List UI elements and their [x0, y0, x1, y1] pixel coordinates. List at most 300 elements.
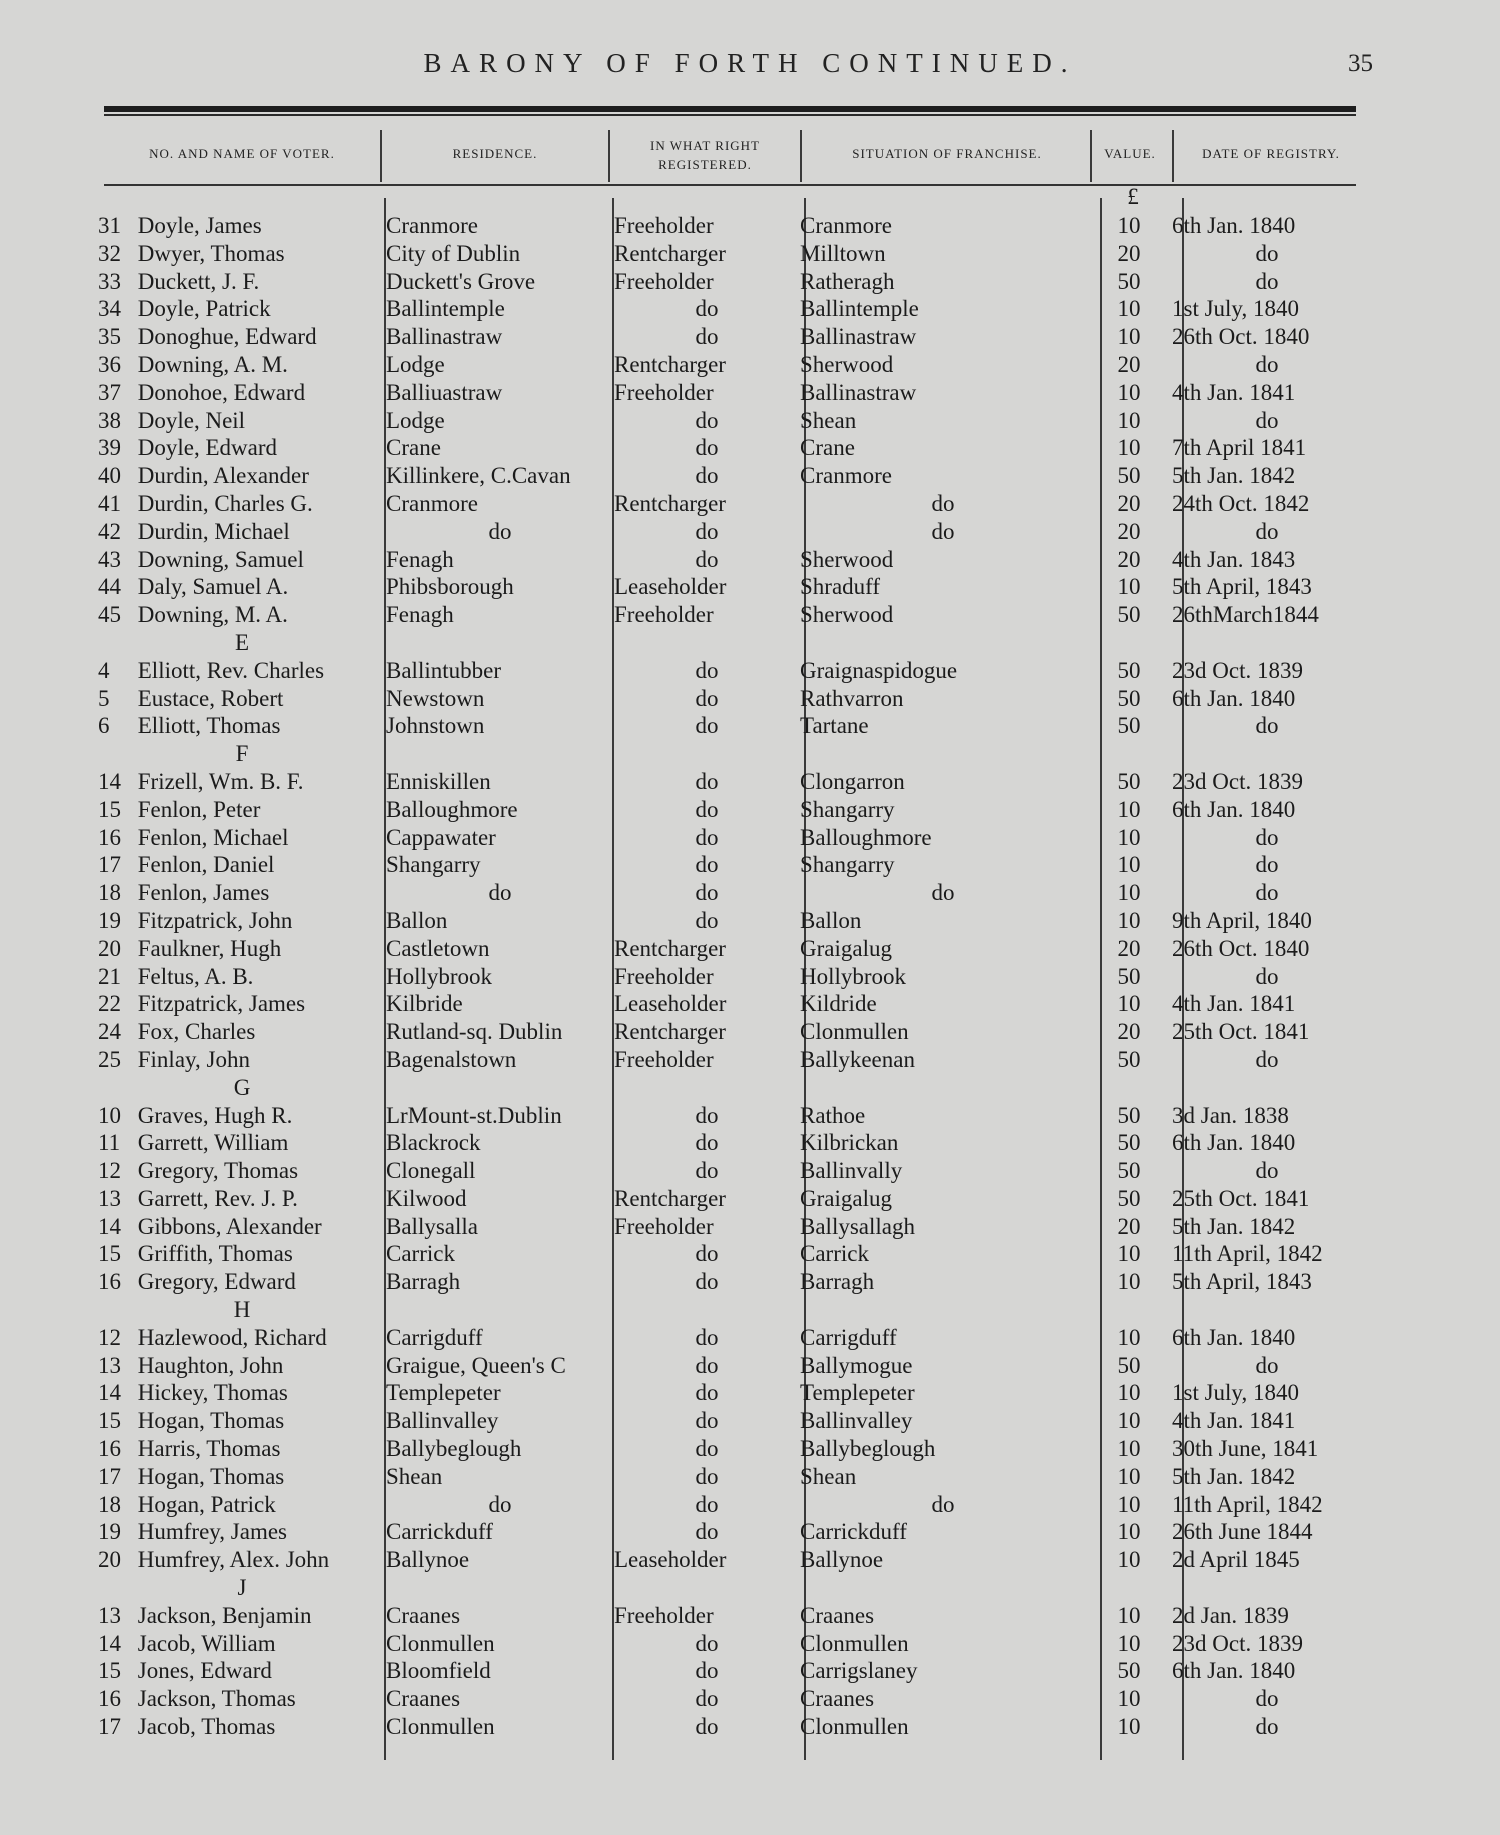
date-cell: 4th Jan. 1841 — [1172, 991, 1296, 1017]
right-cell: do — [695, 1269, 719, 1295]
empty-cell — [800, 1574, 1086, 1602]
table-row — [98, 462, 1362, 490]
voter-number: 15 — [98, 1408, 121, 1434]
right-cell: do — [695, 435, 719, 461]
voter-name: Jacob, William — [137, 1630, 276, 1656]
table-row — [98, 212, 1362, 240]
value-cell: 50 — [1117, 1658, 1141, 1684]
voter-number: 22 — [98, 991, 121, 1017]
date-cell: do — [1255, 240, 1279, 266]
voter-number: 35 — [98, 324, 121, 350]
date-cell: 1st July, 1840 — [1172, 296, 1299, 322]
voter-cell — [98, 323, 386, 351]
voter-cell — [98, 295, 386, 323]
column-header-right-line1: IN WHAT RIGHT — [649, 138, 760, 153]
residence-cell: Duckett's Grove — [386, 268, 536, 294]
voter-name: Dwyer, Thomas — [137, 240, 285, 266]
table-row — [98, 1602, 1362, 1630]
right-cell: do — [695, 324, 719, 350]
voter-cell — [98, 1491, 386, 1519]
voter-cell — [98, 1657, 386, 1685]
voter-number: 18 — [98, 1491, 121, 1517]
residence-cell: Graigue, Queen's C — [386, 1352, 566, 1378]
right-cell: do — [695, 1714, 719, 1740]
right-cell: Freeholder — [614, 1213, 714, 1239]
voter-number: 13 — [98, 1352, 121, 1378]
section-letter-row — [98, 1074, 1362, 1102]
header-rule-bottom — [104, 184, 1356, 186]
value-cell: 10 — [1117, 1380, 1141, 1406]
voter-number: 41 — [98, 490, 121, 516]
table-row — [98, 1102, 1362, 1130]
right-cell: do — [695, 1630, 719, 1656]
table-row — [98, 1213, 1362, 1241]
situation-cell: Carrigduff — [800, 1324, 897, 1350]
column-header-situation: SITUATION OF FRANCHISE. — [852, 146, 1042, 161]
voter-cell — [98, 1630, 386, 1658]
voter-cell — [98, 546, 386, 574]
voter-number: 5 — [98, 685, 110, 711]
residence-cell: Fenagh — [386, 602, 454, 628]
voter-cell — [98, 573, 386, 601]
voter-number: 16 — [98, 1269, 121, 1295]
situation-cell: Crane — [800, 435, 855, 461]
situation-cell: Rathvarron — [800, 685, 904, 711]
right-cell: Leaseholder — [614, 1547, 727, 1573]
right-cell: Rentcharger — [614, 351, 726, 377]
date-cell: do — [1255, 852, 1279, 878]
voter-name: Hogan, Thomas — [137, 1408, 285, 1434]
voter-name: Fitzpatrick, John — [137, 907, 293, 933]
right-cell: do — [695, 1380, 719, 1406]
residence-cell: Craanes — [386, 1602, 461, 1628]
column-divider — [1090, 130, 1092, 182]
date-cell: 7th April 1841 — [1172, 435, 1307, 461]
date-cell: 5th Jan. 1842 — [1172, 1463, 1296, 1489]
value-cell: 10 — [1117, 1436, 1141, 1462]
value-cell: 10 — [1117, 1269, 1141, 1295]
value-cell: 20 — [1117, 490, 1141, 516]
right-cell: do — [695, 1463, 719, 1489]
value-cell: 10 — [1117, 213, 1141, 238]
voter-name: Duckett, J. F. — [137, 268, 260, 294]
header-rule-thin — [104, 114, 1356, 116]
voter-number: 31 — [98, 213, 121, 238]
voter-cell — [98, 935, 386, 963]
voter-number: 15 — [98, 796, 121, 822]
table-row — [98, 1491, 1362, 1519]
residence-cell: do — [488, 518, 512, 544]
situation-cell: Cranmore — [800, 463, 892, 489]
value-cell: 10 — [1117, 1324, 1141, 1350]
situation-cell: Clonmullen — [800, 1630, 909, 1656]
voter-cell — [98, 657, 386, 685]
right-cell: Freeholder — [614, 1602, 714, 1628]
column-divider — [1172, 130, 1174, 182]
date-cell: 6th Jan. 1840 — [1172, 213, 1296, 238]
table-row — [98, 1379, 1362, 1407]
residence-cell: Crane — [386, 435, 441, 461]
date-cell: 26th Oct. 1840 — [1172, 935, 1310, 961]
date-cell: 5th April, 1843 — [1172, 574, 1312, 600]
value-cell: 20 — [1117, 518, 1141, 544]
voter-cell — [98, 268, 386, 296]
column-header-right — [612, 136, 798, 174]
voter-cell — [98, 1463, 386, 1491]
value-cell: 10 — [1117, 407, 1141, 433]
voter-number: 42 — [98, 518, 121, 544]
voter-cell — [98, 1407, 386, 1435]
date-cell: 26th June 1844 — [1172, 1519, 1313, 1545]
table-row — [98, 323, 1362, 351]
right-cell: Freeholder — [614, 602, 714, 628]
voter-cell — [98, 1046, 386, 1074]
voter-name: Garrett, Rev. J. P. — [137, 1185, 298, 1211]
situation-cell: Shean — [800, 407, 857, 433]
empty-cell — [614, 629, 800, 657]
empty-cell — [800, 629, 1086, 657]
voter-name: Gregory, Thomas — [137, 1158, 299, 1184]
voter-number: 11 — [98, 1130, 121, 1156]
empty-cell — [1172, 740, 1362, 768]
voter-number: 17 — [98, 852, 121, 878]
value-cell: 10 — [1117, 1630, 1141, 1656]
right-cell: Rentcharger — [614, 240, 726, 266]
voter-cell — [98, 1602, 386, 1630]
value-cell: 10 — [1117, 1463, 1141, 1489]
date-cell: do — [1255, 407, 1279, 433]
voter-number: 36 — [98, 351, 121, 377]
situation-cell: Kilbrickan — [800, 1130, 899, 1156]
value-cell: 20 — [1117, 1213, 1141, 1239]
value-cell: 50 — [1117, 768, 1141, 794]
voter-number: 18 — [98, 880, 121, 906]
table-row — [98, 268, 1362, 296]
voter-name: Gregory, Edward — [137, 1269, 296, 1295]
date-cell: do — [1255, 963, 1279, 989]
voter-name: Donoghue, Edward — [137, 324, 317, 350]
table-row — [98, 295, 1362, 323]
table-row — [98, 518, 1362, 546]
empty-cell — [386, 1074, 614, 1102]
situation-cell: Barragh — [800, 1269, 875, 1295]
table-row — [98, 963, 1362, 991]
right-cell: Freeholder — [614, 1046, 714, 1072]
right-cell: Rentcharger — [614, 1185, 726, 1211]
right-cell: Leaseholder — [614, 991, 727, 1017]
table-row — [98, 990, 1362, 1018]
voter-name: Durdin, Alexander — [137, 463, 309, 489]
residence-cell: Craanes — [386, 1686, 461, 1712]
right-cell: do — [695, 1158, 719, 1184]
voter-number: 13 — [98, 1602, 121, 1628]
voter-name: Graves, Hugh R. — [137, 1102, 293, 1128]
voter-name: Hickey, Thomas — [137, 1380, 288, 1406]
voter-cell — [98, 351, 386, 379]
situation-cell: Ballykeenan — [800, 1046, 915, 1072]
residence-cell: Bagenalstown — [386, 1046, 517, 1072]
right-cell: do — [695, 685, 719, 711]
table-row — [98, 1046, 1362, 1074]
situation-cell: Ballinvalley — [800, 1408, 913, 1434]
date-cell: 26th Oct. 1840 — [1172, 324, 1310, 350]
voter-number: 20 — [98, 1547, 121, 1573]
voter-name: Fenlon, Michael — [137, 824, 289, 850]
residence-cell: City of Dublin — [386, 240, 521, 266]
right-cell: do — [695, 463, 719, 489]
right-cell: do — [695, 296, 719, 322]
section-letter: H — [233, 1297, 251, 1323]
value-cell: 50 — [1117, 1185, 1141, 1211]
situation-cell: Templepeter — [800, 1380, 915, 1406]
residence-cell: do — [488, 1491, 512, 1517]
voter-name: Doyle, Neil — [137, 407, 246, 433]
date-cell: 24th Oct. 1842 — [1172, 490, 1310, 516]
voter-name: Gibbons, Alexander — [137, 1213, 322, 1239]
voter-number: 19 — [98, 907, 121, 933]
table-row — [98, 379, 1362, 407]
voter-number: 44 — [98, 574, 121, 600]
voter-number: 17 — [98, 1463, 121, 1489]
date-cell: 30th June, 1841 — [1172, 1436, 1319, 1462]
residence-cell: Johnstown — [386, 713, 485, 739]
value-cell: 10 — [1117, 324, 1141, 350]
empty-cell — [1172, 1574, 1362, 1602]
residence-cell: Ballysalla — [386, 1213, 478, 1239]
voter-cell — [98, 462, 386, 490]
date-cell: 3d Jan. 1838 — [1172, 1102, 1289, 1128]
table-row — [98, 879, 1362, 907]
voter-number: 16 — [98, 824, 121, 850]
voter-name: Jones, Edward — [137, 1658, 272, 1684]
voter-name: Griffith, Thomas — [137, 1241, 293, 1267]
table-row — [98, 407, 1362, 435]
situation-cell: Craanes — [800, 1602, 875, 1628]
voter-cell — [98, 1546, 386, 1574]
date-cell: 5th Jan. 1842 — [1172, 1213, 1296, 1239]
residence-cell: Clonmullen — [386, 1630, 495, 1656]
section-letter: G — [233, 1074, 251, 1100]
situation-cell: Clonmullen — [800, 1019, 909, 1045]
situation-cell: Kildride — [800, 991, 877, 1017]
voter-name: Jackson, Benjamin — [137, 1602, 312, 1628]
voter-name: Jackson, Thomas — [137, 1686, 296, 1712]
voter-cell — [98, 1157, 386, 1185]
residence-cell: Kilbride — [386, 991, 463, 1017]
value-cell: 10 — [1117, 796, 1141, 822]
situation-cell: do — [931, 490, 955, 516]
voter-number: 14 — [98, 768, 121, 794]
voter-number: 32 — [98, 240, 121, 266]
value-cell: 10 — [1117, 574, 1141, 600]
situation-cell: Shean — [800, 1463, 857, 1489]
residence-cell: Balliuastraw — [386, 379, 503, 405]
voter-name: Eustace, Robert — [137, 685, 284, 711]
voter-number: 34 — [98, 296, 121, 322]
situation-cell: Shraduff — [800, 574, 881, 600]
voter-cell — [98, 712, 386, 740]
voter-cell — [98, 851, 386, 879]
voter-name: Durdin, Michael — [137, 518, 290, 544]
voter-cell — [98, 1102, 386, 1130]
voter-number: 14 — [98, 1630, 121, 1656]
voter-number: 6 — [98, 713, 110, 739]
right-cell: do — [695, 713, 719, 739]
situation-cell: Ballysallagh — [800, 1213, 915, 1239]
voter-name: Humfrey, James — [137, 1519, 287, 1545]
table-row — [98, 824, 1362, 852]
voter-cell — [98, 1713, 386, 1741]
voter-register-table — [98, 212, 1362, 1741]
situation-cell: do — [931, 880, 955, 906]
voter-cell — [98, 685, 386, 713]
table-row — [98, 851, 1362, 879]
page-number: 35 — [1348, 50, 1373, 77]
empty-cell — [386, 1574, 614, 1602]
right-cell: do — [695, 407, 719, 433]
residence-cell: Cappawater — [386, 824, 496, 850]
voter-cell — [98, 379, 386, 407]
empty-cell — [1086, 1296, 1172, 1324]
value-cell: 10 — [1117, 824, 1141, 850]
date-cell: 6th Jan. 1840 — [1172, 1658, 1296, 1684]
voter-number: 45 — [98, 602, 121, 628]
empty-cell — [614, 1296, 800, 1324]
voter-cell — [98, 601, 386, 629]
voter-number: 19 — [98, 1519, 121, 1545]
residence-cell: Fenagh — [386, 546, 454, 572]
residence-cell: Enniskillen — [386, 768, 491, 794]
section-letter: E — [234, 629, 250, 655]
date-cell: do — [1255, 1352, 1279, 1378]
residence-cell: Blackrock — [386, 1130, 481, 1156]
residence-cell: Barragh — [386, 1269, 461, 1295]
residence-cell: Clonegall — [386, 1158, 476, 1184]
voter-cell — [98, 1435, 386, 1463]
voter-cell — [98, 879, 386, 907]
column-header-value: VALUE. — [1104, 146, 1156, 161]
voter-cell — [98, 1268, 386, 1296]
right-cell: Freeholder — [614, 268, 714, 294]
voter-name: Durdin, Charles G. — [137, 490, 313, 516]
date-cell: 23d Oct. 1839 — [1172, 657, 1303, 683]
value-cell: 10 — [1117, 907, 1141, 933]
date-cell: 6th Jan. 1840 — [1172, 1324, 1296, 1350]
table-row — [98, 1657, 1362, 1685]
table-row — [98, 907, 1362, 935]
right-cell: do — [695, 1491, 719, 1517]
voter-cell — [98, 907, 386, 935]
right-cell: do — [695, 1130, 719, 1156]
table-row — [98, 240, 1362, 268]
value-cell: 10 — [1117, 1686, 1141, 1712]
situation-cell: Ballynoe — [800, 1547, 884, 1573]
date-cell: do — [1255, 824, 1279, 850]
situation-cell: Clonmullen — [800, 1714, 909, 1740]
residence-cell: Cranmore — [386, 213, 478, 238]
table-row — [98, 490, 1362, 518]
column-divider — [800, 130, 802, 182]
voter-number: 33 — [98, 268, 121, 294]
value-cell: 20 — [1117, 1019, 1141, 1045]
date-cell: 11th April, 1842 — [1172, 1491, 1323, 1517]
date-cell: 6th Jan. 1840 — [1172, 1130, 1296, 1156]
voter-cell — [98, 824, 386, 852]
table-row — [98, 1240, 1362, 1268]
situation-cell: Carrigslaney — [800, 1658, 918, 1684]
value-cell: 50 — [1117, 1158, 1141, 1184]
date-cell: do — [1255, 351, 1279, 377]
value-cell: 20 — [1117, 546, 1141, 572]
value-cell: 10 — [1117, 1547, 1141, 1573]
table-row — [98, 1463, 1362, 1491]
value-cell: 10 — [1117, 852, 1141, 878]
date-cell: 11th April, 1842 — [1172, 1241, 1323, 1267]
voter-name: Harris, Thomas — [137, 1436, 281, 1462]
residence-cell: Lodge — [386, 407, 445, 433]
voter-name: Finlay, John — [137, 1046, 250, 1072]
register-body — [98, 212, 1362, 1741]
value-cell: 50 — [1117, 1102, 1141, 1128]
section-letter-row — [98, 740, 1362, 768]
voter-name: Elliott, Rev. Charles — [137, 657, 325, 683]
empty-cell — [614, 1074, 800, 1102]
value-cell: 20 — [1117, 935, 1141, 961]
date-cell: 4th Jan. 1841 — [1172, 379, 1296, 405]
situation-cell: Graigalug — [800, 935, 892, 961]
residence-cell: Ballintemple — [386, 296, 505, 322]
date-cell: do — [1255, 268, 1279, 294]
table-row — [98, 1018, 1362, 1046]
page-title: BARONY OF FORTH CONTINUED. — [423, 48, 1077, 78]
voter-cell — [98, 240, 386, 268]
voter-cell — [98, 1379, 386, 1407]
date-cell: 26thMarch1844 — [1172, 602, 1319, 628]
right-cell: do — [695, 1686, 719, 1712]
right-cell: do — [695, 907, 719, 933]
situation-cell: Ballintemple — [800, 296, 919, 322]
empty-cell — [1172, 1296, 1362, 1324]
residence-cell: Kilwood — [386, 1185, 467, 1211]
column-header-right-line2: REGISTERED. — [658, 157, 752, 172]
date-cell: do — [1255, 880, 1279, 906]
situation-cell: Ballinvally — [800, 1158, 903, 1184]
voter-number: 21 — [98, 963, 121, 989]
right-cell: do — [695, 518, 719, 544]
table-row — [98, 1685, 1362, 1713]
situation-cell: Milltown — [800, 240, 886, 266]
voter-name: Garrett, William — [137, 1130, 289, 1156]
value-cell: 20 — [1117, 240, 1141, 266]
voter-cell — [98, 768, 386, 796]
residence-cell: Killinkere, C.Cavan — [386, 463, 571, 489]
voter-cell — [98, 1324, 386, 1352]
right-cell: do — [695, 1352, 719, 1378]
right-cell: do — [695, 768, 719, 794]
value-cell: 50 — [1117, 657, 1141, 683]
residence-cell: Cranmore — [386, 490, 478, 516]
situation-cell: do — [931, 1491, 955, 1517]
value-cell: 50 — [1117, 602, 1141, 628]
situation-cell: Sherwood — [800, 351, 894, 377]
situation-cell: Sherwood — [800, 546, 894, 572]
date-cell: do — [1255, 1046, 1279, 1072]
voter-name: Doyle, Patrick — [137, 296, 271, 322]
residence-cell: LrMount-st.Dublin — [386, 1102, 562, 1128]
table-row — [98, 434, 1362, 462]
situation-cell: Ballybeglough — [800, 1436, 936, 1462]
situation-cell: do — [931, 518, 955, 544]
